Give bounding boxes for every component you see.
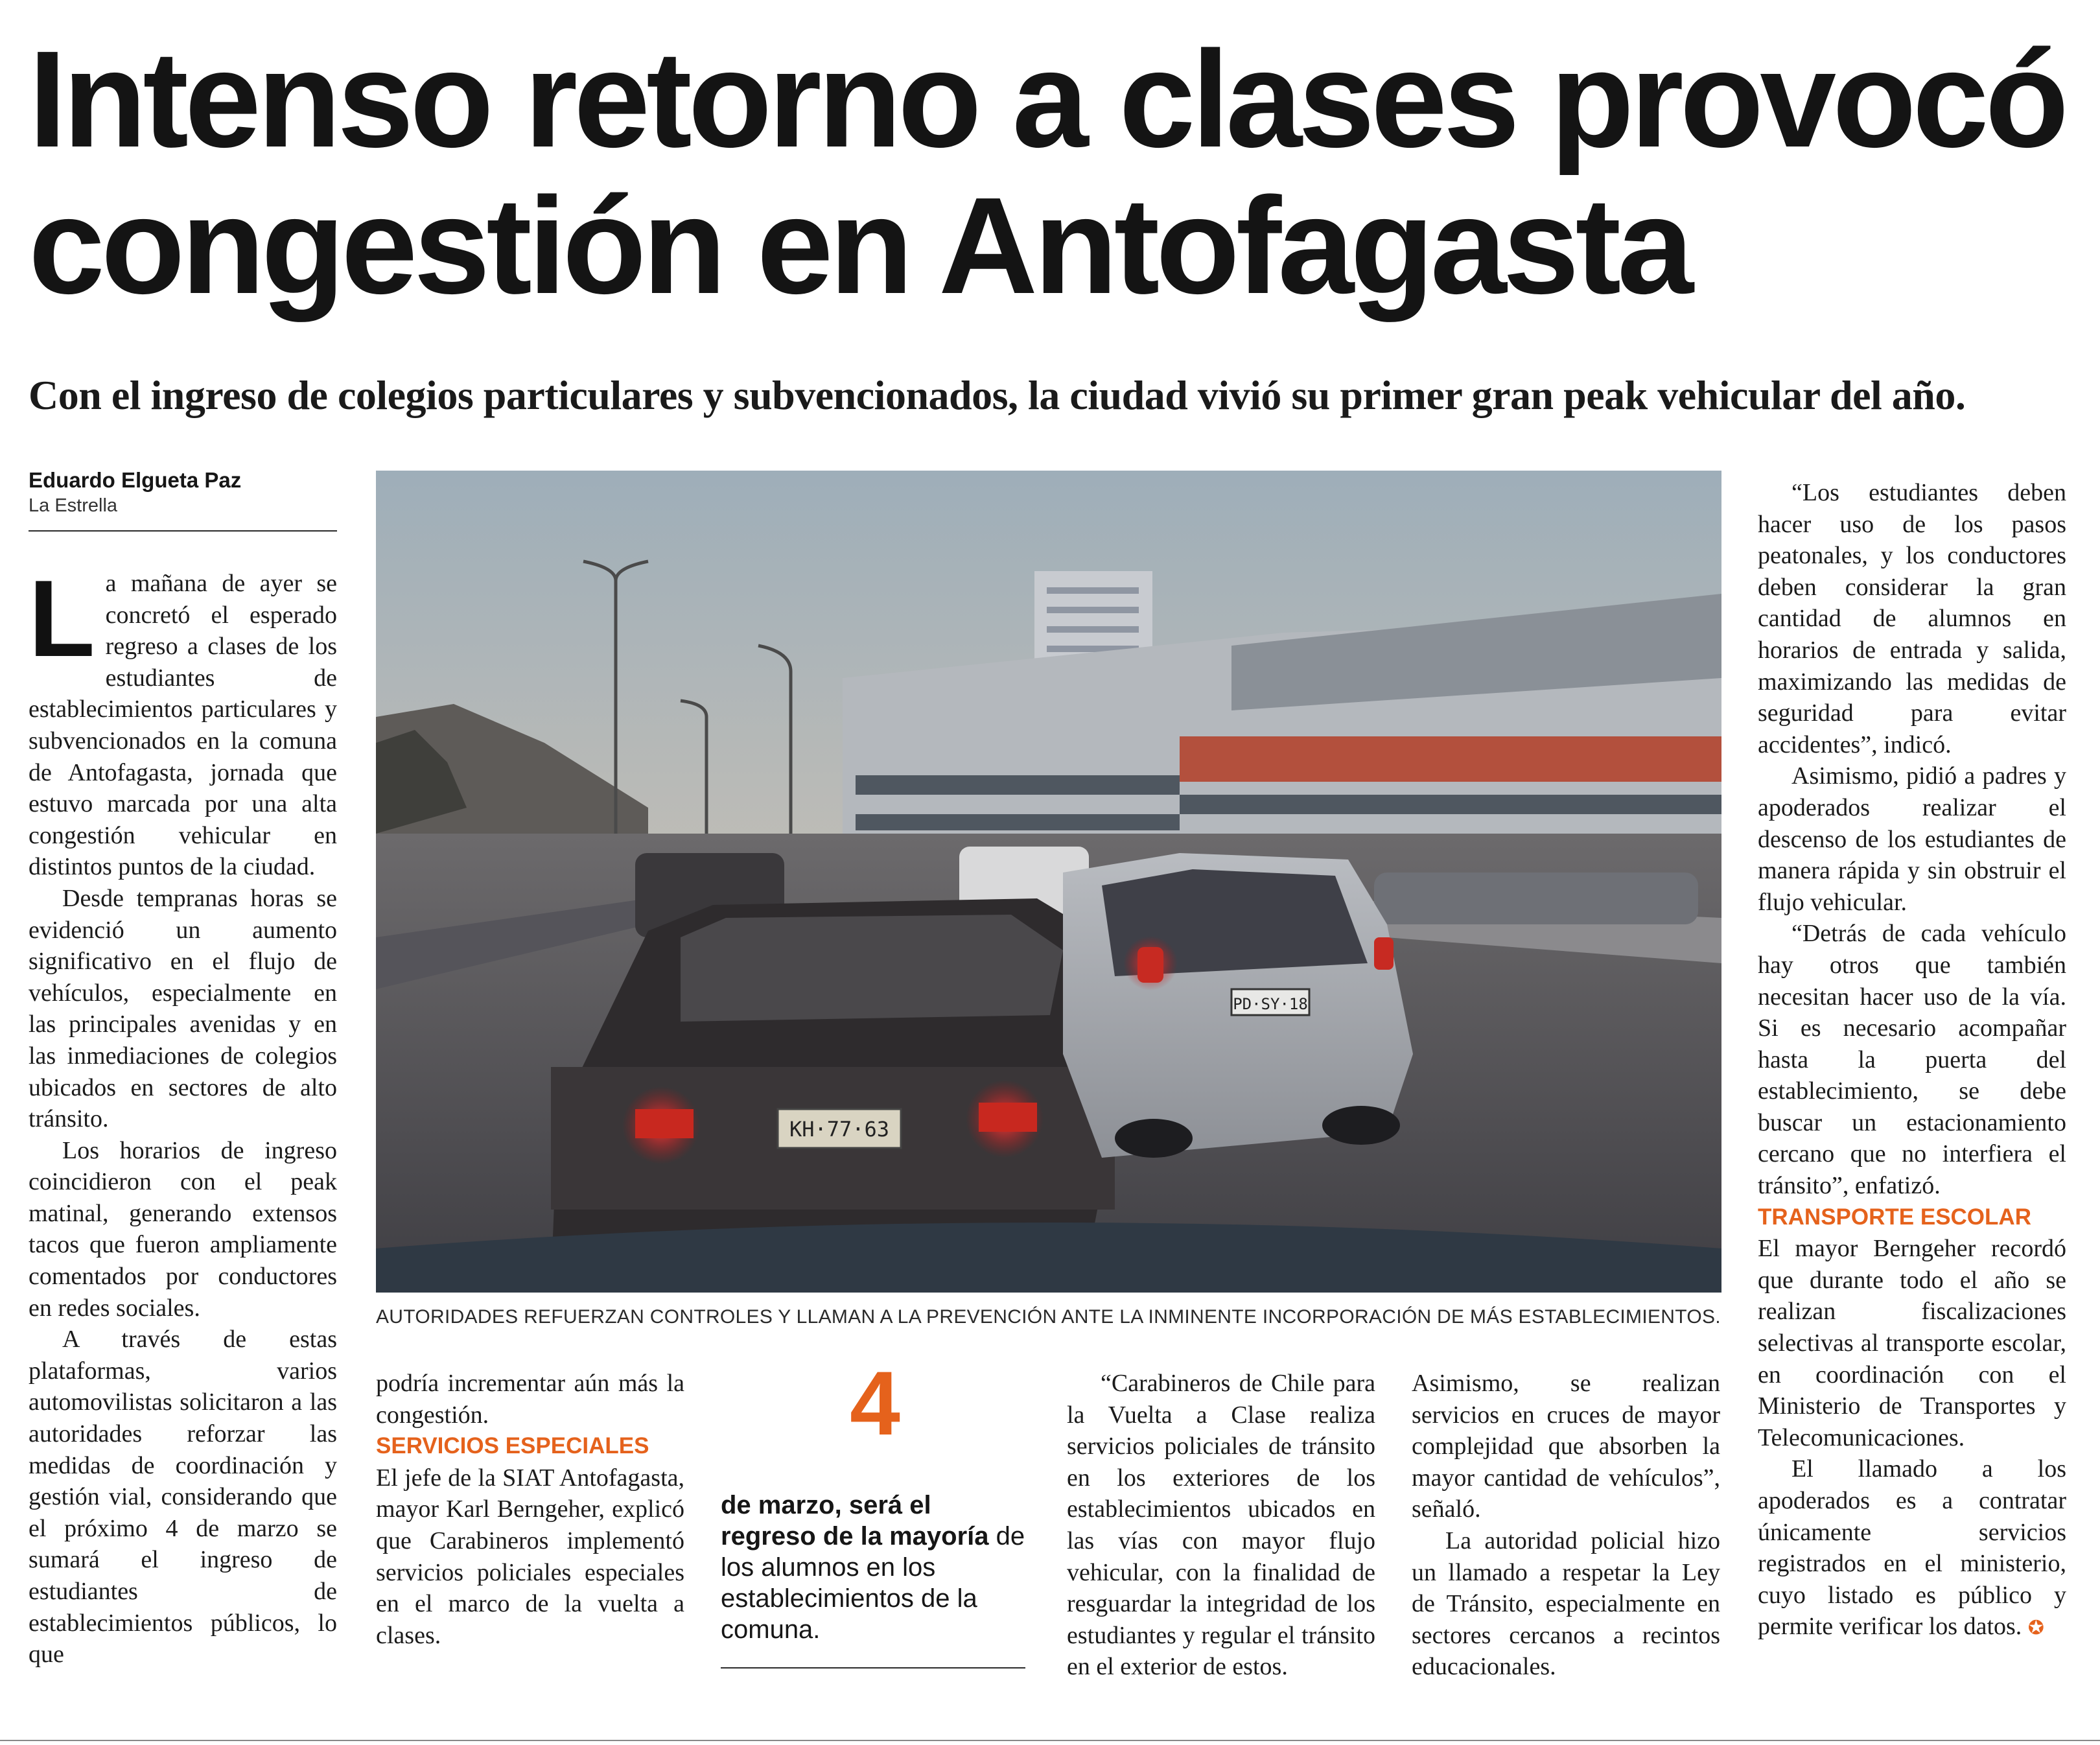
byline-rule <box>29 530 337 532</box>
photo-caption: AUTORIDADES REFUERZAN CONTROLES Y LLAMAN A LA PREVENCIÓN ANTE LA INMINENTE INCORPORACIÓN DE MÁS ESTABLECIMIENTOS. <box>376 1306 1721 1328</box>
pull-quote-text <box>721 1490 1025 1645</box>
paragraph: “Detrás de cada vehículo hay otros que también necesitan hacer uso de la vía. Si es necesario acompañar hasta la puerta del establecimiento, se debe buscar un estacionamiento cercano que no interfiera el tránsito”, enfatizó. <box>1758 920 2066 1200</box>
byline-author: Eduardo Elgueta Paz <box>29 468 242 492</box>
paragraph: El jefe de la SIAT Antofagasta, mayor Karl Berngeher, explicó que Carabineros implementó servicios policiales especiales en el marco de la vuelta a clases. <box>376 1464 684 1649</box>
column-4 <box>1067 1368 1375 1683</box>
bottom-rule <box>0 1740 2100 1741</box>
dropcap: L <box>29 557 95 679</box>
column-6 <box>1758 477 2066 1645</box>
pull-quote-bold: de marzo, será el regreso de la mayoría <box>721 1491 989 1551</box>
paragraph: “Los estudiantes deben hacer uso de los pasos peatonales, y los conductores deben considerar la gran cantidad de alumnos en horarios de entrada y salida, maximizando las medidas de seguridad para evitar accidentes”, indicó. <box>1758 479 2066 758</box>
plate-right: PD·SY·18 <box>1233 995 1308 1013</box>
paragraph: El mayor Berngeher recordó que durante todo el año se realizan fiscalizaciones selectivas al transporte escolar, en coordinación con el Ministerio de Transportes y Telecomunicaciones. <box>1758 1235 2066 1451</box>
paragraph: La mañana de ayer se concretó el esperado regreso a clases de los estudiantes de establecimientos particulares y subvencionados en la comuna de Antofagasta, jornada que estuvo marcada por una alta congestión vehicular en distintos puntos de la ciudad. <box>29 557 337 881</box>
article-photo <box>376 471 1721 1293</box>
plate-left: KH·77·63 <box>789 1117 890 1142</box>
paragraph: El llamado a los apoderados es a contratar únicamente servicios registrados en el ministerio, cuyo listado es público y permite verificar los datos. ✪ <box>1758 1455 2066 1641</box>
paragraph: “Carabineros de Chile para la Vuelta a Clase realiza servicios policiales de tránsito en los exteriores de los establecimientos ubicados en las vías con mayor flujo vehicular, con la finalidad de resguardar la integridad de los estudiantes y regular el tránsito en el exterior de estos. <box>1067 1370 1375 1681</box>
deck: Con el ingreso de colegios particulares y subvencionados, la ciudad vivió su primer gran peak vehicular del año. <box>29 372 1966 418</box>
pull-quote-rule <box>721 1667 1025 1669</box>
end-mark-icon: ✪ <box>2027 1617 2044 1640</box>
headline: Intenso retorno a clases provocó congestión en Antofagasta <box>29 22 2066 322</box>
subhead-transporte: TRANSPORTE ESCOLAR <box>1758 1204 2031 1230</box>
pull-quote-number: 4 <box>850 1352 900 1454</box>
paragraph: A través de estas plataformas, varios automovilistas solicitaron a las autoridades reforzar las medidas de coordinación y gestión vial, considerando que el próximo 4 de marzo se sumará el ingreso de estudiantes de establecimientos públicos, lo que <box>29 1326 337 1669</box>
paragraph: podría incrementar aún más la congestión. <box>376 1370 684 1429</box>
traffic-photo-illustration <box>376 471 1721 1293</box>
paragraph: Asimismo, pidió a padres y apoderados realizar el descenso de los estudiantes de manera rápida y sin obstruir el flujo vehicular. <box>1758 762 2066 916</box>
paragraph: Desde tempranas horas se evidenció un aumento significativo en el flujo de vehículos, especialmente en las principales avenidas y en las inmediaciones de colegios ubicados en sectores de alto tránsito. <box>29 884 337 1133</box>
pull-quote-rest: de los alumnos en los establecimientos de la comuna. <box>721 1522 1025 1644</box>
column-1 <box>29 557 337 1670</box>
column-5 <box>1412 1368 1720 1683</box>
paragraph: Asimismo, se realizan servicios en cruces de mayor complejidad que absorben la mayor cantidad de vehículos”, señaló. <box>1412 1370 1720 1523</box>
paragraph: La autoridad policial hizo un llamado a respetar la Ley de Tránsito, especialmente en sectores cercanos a recintos educacionales. <box>1412 1527 1720 1681</box>
byline-publication: La Estrella <box>29 495 118 516</box>
column-2 <box>376 1368 684 1651</box>
byline <box>29 467 337 517</box>
paragraph: Los horarios de ingreso coincidieron con el peak matinal, generando extensos tacos que fueron ampliamente comentados por conductores en redes sociales. <box>29 1136 337 1322</box>
subhead-servicios: SERVICIOS ESPECIALES <box>376 1433 649 1459</box>
